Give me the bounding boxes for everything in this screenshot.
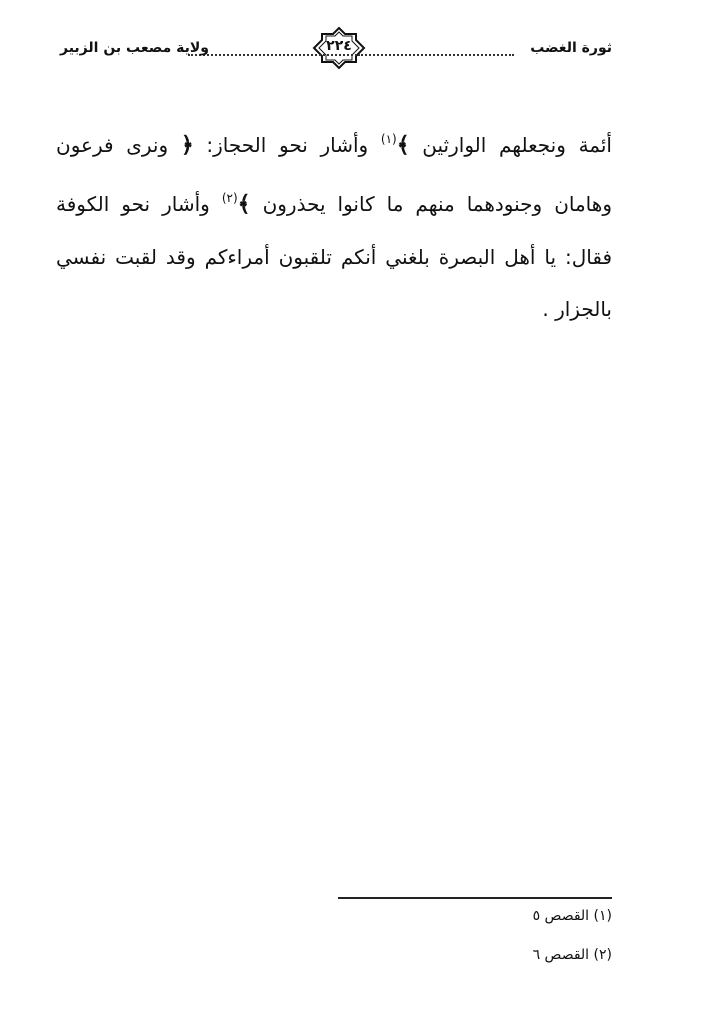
quran-bracket-close: ﴾ bbox=[396, 133, 410, 158]
quran-bracket-close: ﴾ bbox=[237, 192, 251, 217]
running-header bbox=[60, 26, 612, 70]
footnote-text: القصص ٥ bbox=[532, 908, 590, 924]
body-text-segment: وأشار نحو الحجاز: bbox=[206, 133, 369, 157]
quran-bracket-open: ﴿ bbox=[180, 133, 194, 158]
footnote-text: القصص ٦ bbox=[532, 947, 590, 963]
chapter-title: ولاية مصعب بن الزبير bbox=[60, 40, 209, 56]
page-number-badge bbox=[312, 26, 366, 70]
body-text-segment: أئمة ونجعلهم الوارثين bbox=[422, 133, 612, 157]
body-text-segment: وأشار نحو الكوفة فقال: يا أهل البصرة بلغني أنكم تلقبون أمراءكم وقد لقبت نفسي بالجزار . bbox=[56, 192, 612, 321]
page-number: ٢٢٤ bbox=[326, 38, 352, 54]
footnote-marker: (٢) bbox=[593, 947, 612, 963]
body-paragraph bbox=[56, 113, 612, 335]
body-text-segment: ونرى فرعون وهامان وجنودهما منهم ما كانوا يحذرون bbox=[56, 133, 612, 216]
footnote-ref: (٢) bbox=[221, 191, 238, 205]
book-title: ثورة الغضب bbox=[530, 40, 612, 56]
footnote bbox=[533, 908, 612, 924]
footnote bbox=[533, 947, 612, 963]
footnote-marker: (١) bbox=[593, 908, 612, 924]
footnote-ref: (١) bbox=[380, 132, 397, 146]
footnote-divider bbox=[338, 897, 612, 899]
header-leader-dots bbox=[188, 54, 360, 56]
